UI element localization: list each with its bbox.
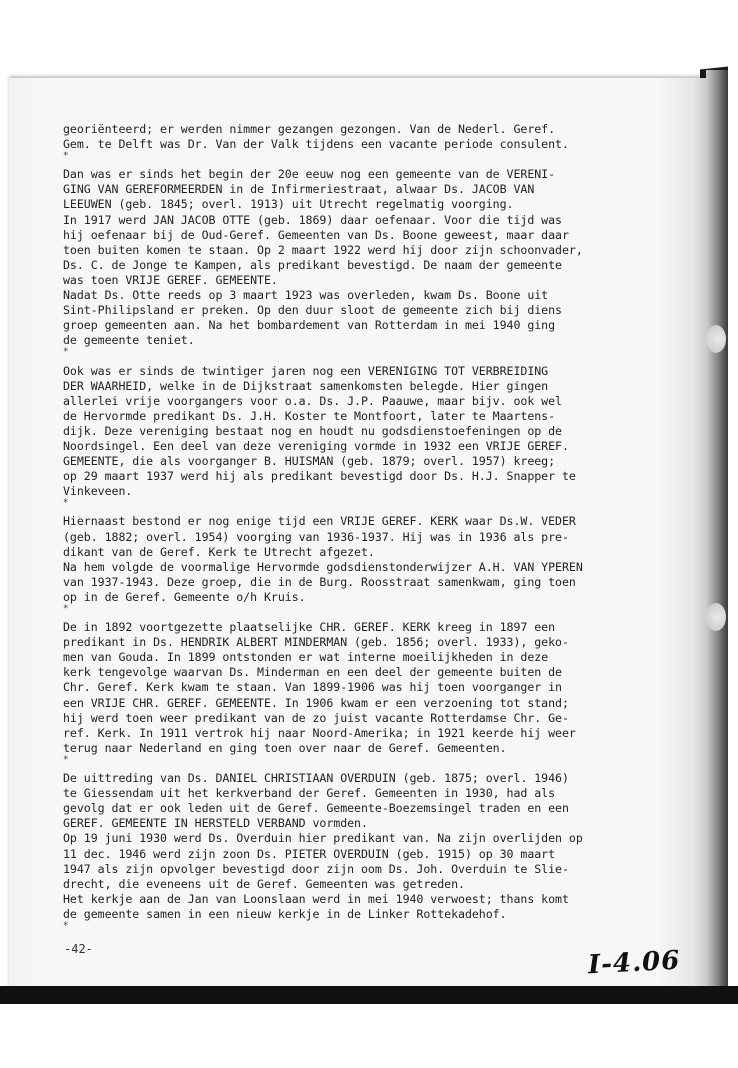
text-line: 1947 als zijn opvolger bevestigd door zijn oom Ds. Joh. Overduin te Slie- <box>63 861 569 876</box>
text-line: DER WAARHEID, welke in de Dijkstraat samenkomsten belegde. Hier gingen <box>63 378 549 393</box>
separator-asterisk: * <box>63 347 69 358</box>
text-line: toen buiten komen te staan. Op 2 maart 1922 werd hij door zijn schoonvader, <box>63 242 583 257</box>
text-line: De in 1892 voortgezette plaatselijke CHR. GEREF. KERK kreeg in 1897 een <box>63 620 556 635</box>
separator-asterisk: * <box>63 604 69 614</box>
text-line: allerlei vrije voorgangers voor o.a. Ds. J.P. Paauwe, maar bijv. ook wel <box>63 393 562 408</box>
text-line: Nadat Ds. Otte reeds op 3 maart 1923 was overleden, kwam Ds. Boone uit <box>63 288 549 303</box>
typewritten-text <box>63 122 703 937</box>
page-number: -42- <box>64 942 93 956</box>
text-line: predikant in Ds. HENDRIK ALBERT MINDERMAN (geb. 1856; overl. 1933), geko- <box>63 635 569 650</box>
separator-asterisk: * <box>63 498 69 509</box>
text-line: een VRIJE CHR. GEREF. GEMEENTE. In 1906 kwam er een verzoening tot stand; <box>63 695 569 710</box>
paragraph-separator <box>63 499 703 514</box>
text-line: drecht, die eveneens uit de Geref. Gemeenten was getreden. <box>63 876 465 891</box>
text-line: Sint-Philipsland er preken. Op den duur sloot de gemeente zich bij diens <box>63 303 562 318</box>
text-line: kerk tengevolge waarvan Ds. Minderman en een deel der gemeente buiten de <box>63 665 562 680</box>
text-line: van 1937-1943. Deze groep, die in de Burg. Roosstraat samenkwam, ging toen <box>63 574 576 589</box>
text-line: dijk. Deze vereniging bestaat nog en houdt nu godsdienstoefeningen op de <box>63 423 562 438</box>
text-line: op 29 maart 1937 werd hij als predikant bevestigd door Ds. H.J. Snapper te <box>63 469 576 484</box>
text-line: Gem. te Delft was Dr. Van der Valk tijdens een vacante periode consulent. <box>63 137 569 152</box>
scan-top-margin <box>0 0 738 78</box>
separator-asterisk: * <box>63 754 69 765</box>
text-line: men van Gouda. In 1899 ontstonden er wat interne moeilijkheden in deze <box>63 650 549 665</box>
text-line: Het kerkje aan de Jan van Loonslaan werd in mei 1940 verwoest; thans komt <box>63 891 569 906</box>
separator-asterisk: * <box>63 920 69 931</box>
text-line: 11 dec. 1946 werd zijn zoon Ds. PIETER OVERDUIN (geb. 1915) op 30 maart <box>63 846 556 861</box>
text-line: LEEUWEN (geb. 1845; overl. 1913) uit Utrecht regelmatig voorging. <box>63 197 514 212</box>
text-line: Hiernaast bestond er nog enige tijd een VRIJE GEREF. KERK waar Ds.W. VEDER <box>63 514 576 529</box>
punch-hole-upper <box>706 325 726 353</box>
text-line: terug naar Nederland en ging toen over naar de Geref. Gemeenten. <box>63 740 507 755</box>
paragraph-separator <box>63 152 703 167</box>
text-line: op in de Geref. Gemeente o/h Kruis. <box>63 589 306 604</box>
text-line: GING VAN GEREFORMEERDEN in de Infirmeriestraat, alwaar Ds. JACOB VAN <box>63 182 535 197</box>
text-line: de gemeente teniet. <box>63 333 195 348</box>
text-line: was toen VRIJE GEREF. GEMEENTE. <box>63 272 278 287</box>
text-line: ref. Kerk. In 1911 vertrok hij naar Noord-Amerika; in 1921 keerde hij weer <box>63 725 576 740</box>
punch-hole-lower <box>706 603 726 631</box>
separator-asterisk: * <box>63 151 69 162</box>
text-line: gevolg dat er ook leden uit de Geref. Gemeente-Boezemsingel traden en een <box>63 801 569 816</box>
text-line: de Hervormde predikant Ds. J.H. Koster te Montfoort, later te Maartens- <box>63 408 556 423</box>
page-right-edge-shadow <box>706 70 728 1000</box>
paragraph-separator <box>63 605 703 620</box>
text-line: (geb. 1882; overl. 1954) voorging van 1936-1937. Hij was in 1936 als pre- <box>63 529 569 544</box>
text-line: dikant van de Geref. Kerk te Utrecht afgezet. <box>63 544 375 559</box>
text-line: groep gemeenten aan. Na het bombardement van Rotterdam in mei 1940 ging <box>63 318 556 333</box>
text-line: In 1917 werd JAN JACOB OTTE (geb. 1869) daar oefenaar. Voor die tijd was <box>63 212 562 227</box>
handwritten-archive-note: I-4.06 <box>587 945 682 981</box>
text-line: Noordsingel. Een deel van deze vereniging vormde in 1932 een VRIJE GEREF. <box>63 438 569 453</box>
text-line: Op 19 juni 1930 werd Ds. Overduin hier predikant van. Na zijn overlijden op <box>63 831 583 846</box>
text-line: hij werd toen weer predikant van de zo juist vacante Rotterdamse Chr. Ge- <box>63 710 569 725</box>
text-line: te Giessendam uit het kerkverband der Geref. Gemeenten in 1930, had als <box>63 786 556 801</box>
text-line: georiënteerd; er werden nimmer gezangen gezongen. Van de Nederl. Geref. <box>63 122 556 136</box>
text-line: GEMEENTE, die als voorganger B. HUISMAN (geb. 1879; overl. 1957) kreeg; <box>63 454 556 469</box>
text-line: de gemeente samen in een nieuw kerkje in de Linker Rottekadehof. <box>63 906 507 921</box>
text-line: Chr. Geref. Kerk kwam te staan. Van 1899-1906 was hij toen voorganger in <box>63 680 562 695</box>
text-line: Ds. C. de Jonge te Kampen, als predikant bevestigd. De naam der gemeente <box>63 257 562 272</box>
text-line: Ook was er sinds de twintiger jaren nog een VERENIGING TOT VERBREIDING <box>63 363 549 378</box>
text-line: hij oefenaar bij de Oud-Geref. Gemeenten van Ds. Boone geweest, maar daar <box>63 227 569 242</box>
text-line: Dan was er sinds het begin der 20e eeuw nog een gemeente van de VERENI- <box>63 167 556 182</box>
scan-bottom-border <box>0 986 738 1004</box>
text-line: De uittreding van Ds. DANIEL CHRISTIAAN OVERDUIN (geb. 1875; overl. 1946) <box>63 771 569 786</box>
text-line: Vinkeveen. <box>63 484 133 499</box>
paragraph-separator <box>63 922 703 937</box>
text-line: GEREF. GEMEENTE IN HERSTELD VERBAND vormden. <box>63 816 368 831</box>
paragraph-separator <box>63 348 703 363</box>
paragraph-separator <box>63 756 703 771</box>
text-line: Na hem volgde de voormalige Hervormde godsdienstonderwijzer A.H. VAN YPEREN <box>63 559 583 574</box>
